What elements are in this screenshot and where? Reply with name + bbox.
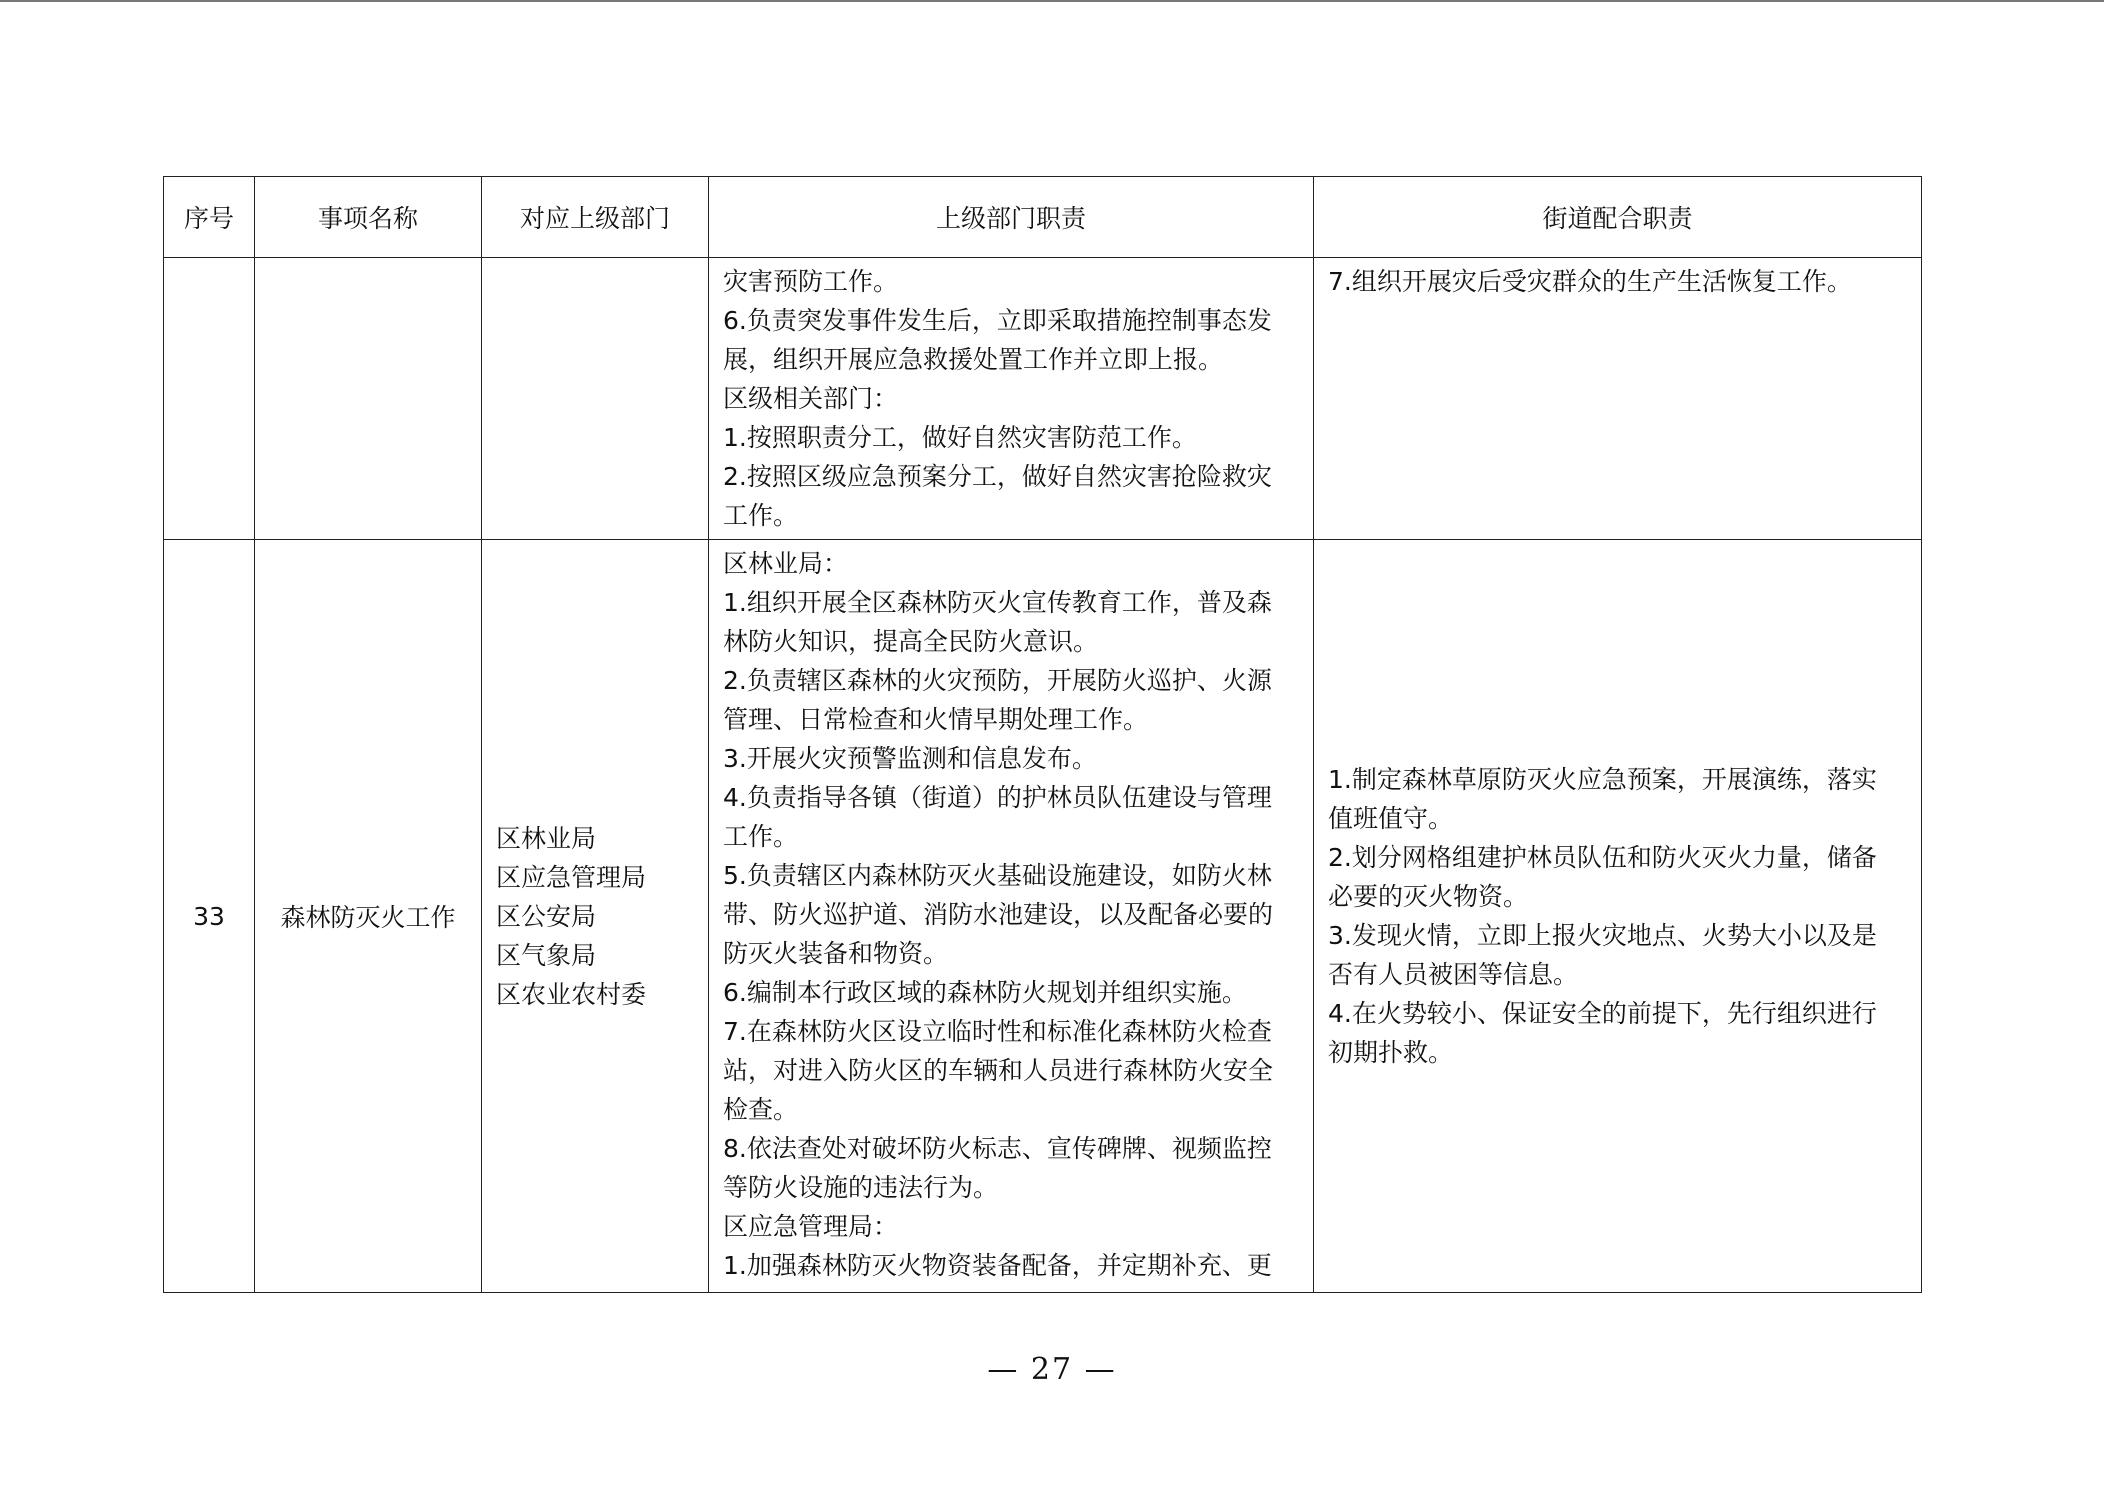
street-duty-line: 1.制定森林草原防灭火应急预案，开展演练，落实 xyxy=(1328,765,1877,794)
duty-line: 工作。 xyxy=(723,501,799,530)
duty-line: 4.负责指导各镇（街道）的护林员队伍建设与管理 xyxy=(723,783,1272,812)
street-duty-line: 7.组织开展灾后受灾群众的生产生活恢复工作。 xyxy=(1328,267,1852,296)
duty-line: 区级相关部门： xyxy=(723,384,899,413)
duty-line: 6.编制本行政区域的森林防火规划并组织实施。 xyxy=(723,978,1247,1007)
row-street-duties xyxy=(1314,258,1922,540)
duty-line: 展，组织开展应急救援处置工作并立即上报。 xyxy=(723,345,1224,374)
duty-table xyxy=(163,176,1922,1293)
row-duties xyxy=(709,258,1314,540)
duty-line: 1.加强森林防灭火物资装备配备，并定期补充、更 xyxy=(723,1251,1272,1280)
duty-line: 1.按照职责分工，做好自然灾害防范工作。 xyxy=(723,423,1197,452)
duty-line: 林防火知识，提高全民防火意识。 xyxy=(723,627,1099,656)
duty-line: 工作。 xyxy=(723,822,799,851)
row-departments xyxy=(482,258,709,540)
street-duty-line: 初期扑救。 xyxy=(1328,1038,1454,1067)
duty-line: 区林业局： xyxy=(723,549,849,578)
duty-line: 3.开展火灾预警监测和信息发布。 xyxy=(723,744,1097,773)
duty-line: 等防火设施的违法行为。 xyxy=(723,1173,999,1202)
street-duty-line: 3.发现火情，立即上报火灾地点、火势大小以及是 xyxy=(1328,921,1877,950)
table-row xyxy=(164,258,1922,540)
row-no xyxy=(164,258,255,540)
duty-line: 灾害预防工作。 xyxy=(723,267,899,296)
duty-line: 站，对进入防火区的车辆和人员进行森林防火安全 xyxy=(723,1056,1274,1085)
department-line: 区应急管理局 xyxy=(496,862,647,892)
street-duty-line: 否有人员被困等信息。 xyxy=(1328,960,1579,989)
page-number: — 27 — xyxy=(987,1352,1117,1387)
row-street-duties xyxy=(1314,540,1922,1293)
street-duty-line: 2.划分网格组建护林员队伍和防火灭火力量，储备 xyxy=(1328,843,1877,872)
duty-line: 2.负责辖区森林的火灾预防，开展防火巡护、火源 xyxy=(723,666,1272,695)
duty-line: 6.负责突发事件发生后，立即采取措施控制事态发 xyxy=(723,306,1272,335)
row-item xyxy=(255,258,482,540)
header-item: 事项名称 xyxy=(255,177,482,258)
row-duties xyxy=(709,540,1314,1293)
street-duty-line: 值班值守。 xyxy=(1328,804,1454,833)
street-duty-line: 4.在火势较小、保证安全的前提下，先行组织进行 xyxy=(1328,999,1877,1028)
duty-line: 带、防火巡护道、消防水池建设，以及配备必要的 xyxy=(723,900,1274,929)
duty-line: 检查。 xyxy=(723,1095,799,1124)
duty-line: 7.在森林防火区设立临时性和标准化森林防火检查 xyxy=(723,1017,1272,1046)
row-departments xyxy=(482,540,709,1293)
table-header-row xyxy=(164,177,1922,258)
header-street-duties: 街道配合职责 xyxy=(1314,177,1922,258)
duty-line: 5.负责辖区内森林防灭火基础设施建设，如防火林 xyxy=(723,861,1272,890)
department-line: 区气象局 xyxy=(496,940,597,970)
duty-line: 1.组织开展全区森林防灭火宣传教育工作，普及森 xyxy=(723,588,1272,617)
table-row xyxy=(164,540,1922,1293)
department-line: 区公安局 xyxy=(496,901,597,931)
header-no: 序号 xyxy=(164,177,255,258)
duty-line: 防灭火装备和物资。 xyxy=(723,939,949,968)
header-duties: 上级部门职责 xyxy=(709,177,1314,258)
duty-line: 管理、日常检查和火情早期处理工作。 xyxy=(723,705,1149,734)
row-no: 33 xyxy=(164,540,255,1293)
top-border-rule xyxy=(0,0,2104,2)
duty-line: 区应急管理局： xyxy=(723,1212,899,1241)
duty-line: 8.依法查处对破坏防火标志、宣传碑牌、视频监控 xyxy=(723,1134,1272,1163)
department-line: 区农业农村委 xyxy=(496,979,647,1009)
header-departments: 对应上级部门 xyxy=(482,177,709,258)
row-item: 森林防灭火工作 xyxy=(255,540,482,1293)
duty-line: 2.按照区级应急预案分工，做好自然灾害抢险救灾 xyxy=(723,462,1272,491)
street-duty-line: 必要的灭火物资。 xyxy=(1328,882,1529,911)
department-line: 区林业局 xyxy=(496,823,597,853)
